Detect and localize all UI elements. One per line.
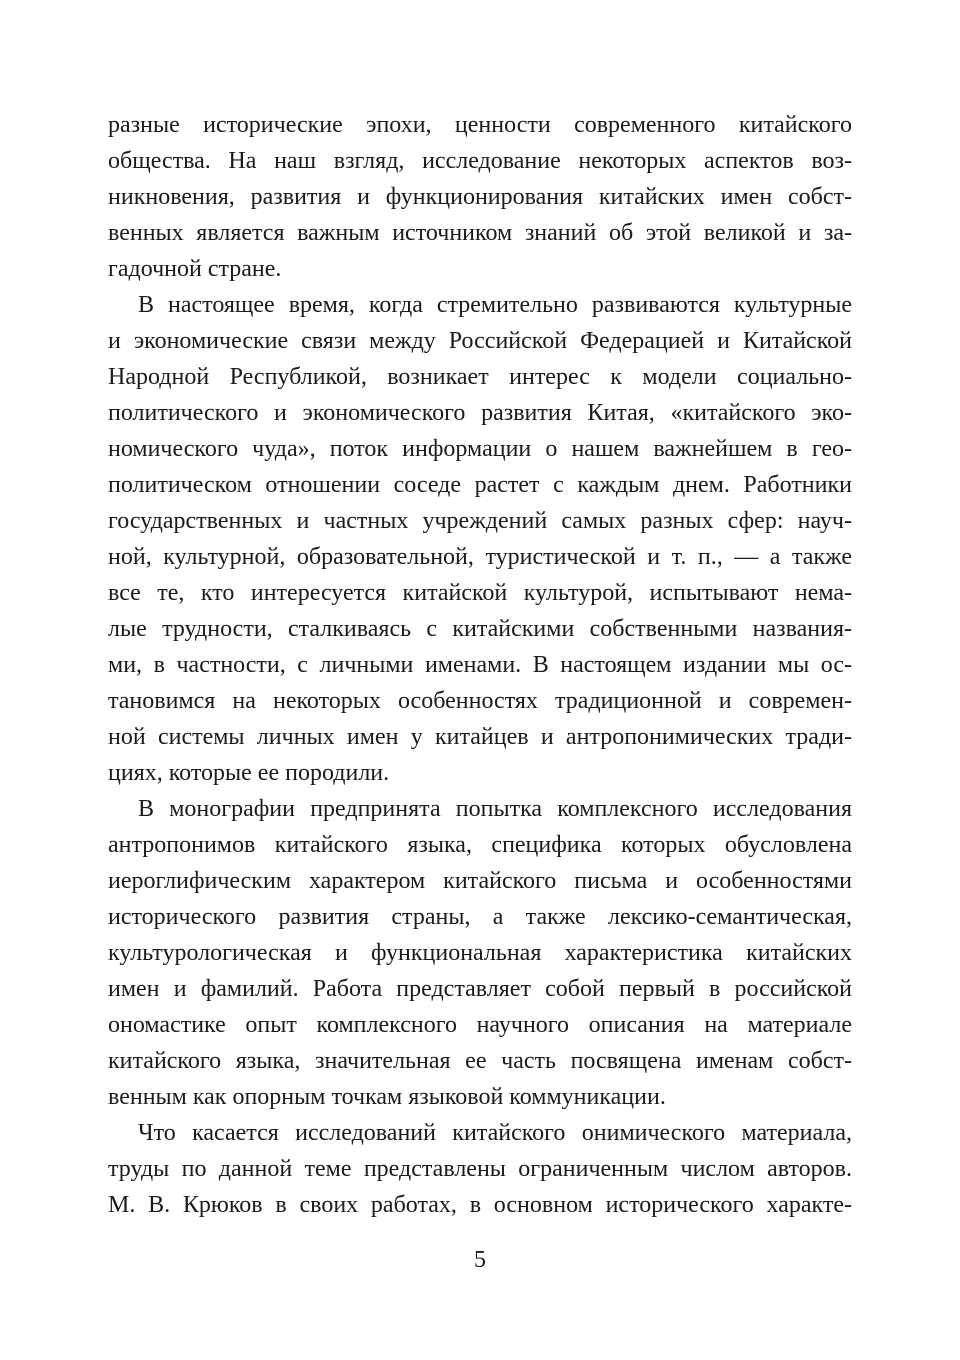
text-line: и экономические связи между Российской Федерацией и Китайской: [108, 328, 852, 354]
text-line: труды по данной теме представлены ограниченным числом авторов.: [108, 1156, 852, 1182]
text-line: антропонимов китайского языка, специфика которых обусловлена: [108, 832, 852, 858]
paragraph: [108, 107, 852, 287]
text-line: политическом отношении соседе растет с каждым днем. Работники: [108, 472, 852, 498]
text-line: исторического развития страны, а также лексико-семантическая,: [108, 904, 852, 930]
text-line: разные исторические эпохи, ценности современного китайского: [108, 112, 852, 138]
text-line: государственных и частных учреждений самых разных сфер: науч-: [108, 508, 852, 534]
text-line: китайского языка, значительная ее часть посвящена именам собст-: [108, 1048, 852, 1074]
text-line: ми, в частности, с личными именами. В настоящем издании мы ос-: [108, 652, 852, 678]
text-line: общества. На наш взгляд, исследование некоторых аспектов воз-: [108, 148, 852, 174]
text-line: В монографии предпринята попытка комплексного исследования: [138, 796, 852, 822]
text-line: лые трудности, сталкиваясь с китайскими собственными названия-: [108, 616, 852, 642]
text-line: ономастике опыт комплексного научного описания на материале: [108, 1012, 852, 1038]
text-line: иероглифическим характером китайского письма и особенностями: [108, 868, 852, 894]
text-line: ной, культурной, образовательной, туристической и т. п., — а также: [108, 544, 852, 570]
text-line: культурологическая и функциональная характеристика китайских: [108, 940, 852, 966]
paragraph: [108, 791, 852, 1115]
text-line: имен и фамилий. Работа представляет собой первый в российской: [108, 976, 852, 1002]
paragraph: [108, 1115, 852, 1223]
text-line: Народной Республикой, возникает интерес к модели социально-: [108, 364, 852, 390]
paragraph: [108, 287, 852, 791]
page-number: 5: [474, 1247, 486, 1273]
text-line: политического и экономического развития Китая, «китайского эко-: [108, 400, 852, 426]
text-line: никновения, развития и функционирования китайских имен собст-: [108, 184, 852, 210]
page-text: [108, 107, 852, 1223]
text-line: циях, которые ее породили.: [108, 760, 390, 786]
text-line: М. В. Крюков в своих работах, в основном исторического характе-: [108, 1192, 852, 1218]
text-line: Что касается исследований китайского онимического материала,: [138, 1120, 852, 1146]
text-line: тановимся на некоторых особенностях традиционной и современ-: [108, 688, 852, 714]
text-line: все те, кто интересуется китайской культурой, испытывают нема-: [108, 580, 852, 606]
text-line: венным как опорным точкам языковой коммуникации.: [108, 1084, 666, 1110]
text-line: венных является важным источником знаний об этой великой и за-: [108, 220, 852, 246]
text-line: В настоящее время, когда стремительно развиваются культурные: [138, 292, 852, 318]
text-line: номического чуда», поток информации о нашем важнейшем в гео-: [108, 436, 852, 462]
text-line: гадочной стране.: [108, 256, 282, 282]
text-line: ной системы личных имен у китайцев и антропонимических тради-: [108, 724, 852, 750]
